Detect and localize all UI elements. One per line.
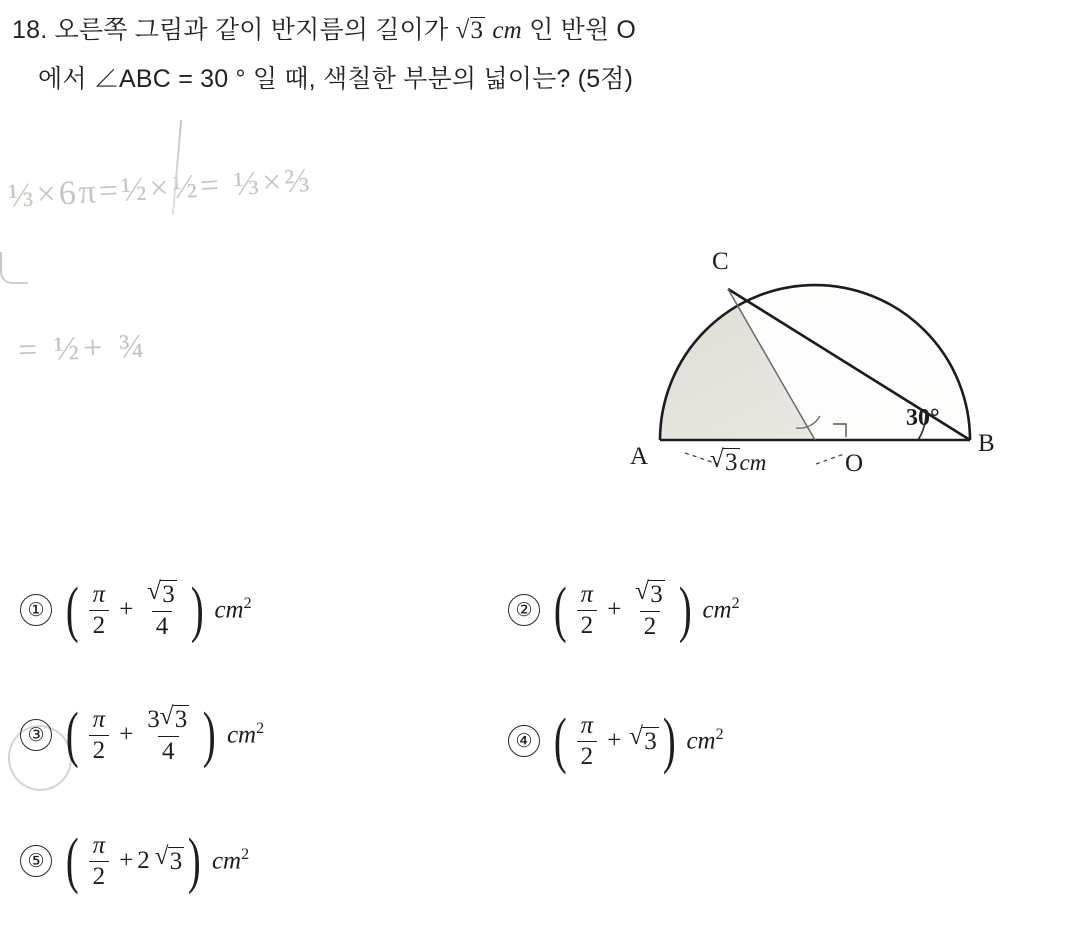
unit-exponent: 2 — [731, 595, 740, 613]
fraction-numerator: π — [580, 581, 594, 609]
radical-sign-icon: √ — [455, 17, 470, 44]
radicand-value: 3 — [169, 848, 183, 876]
choice-2-number: ② — [508, 594, 540, 626]
fraction-denominator: 4 — [152, 611, 173, 641]
radical-sign-icon: √ — [710, 446, 724, 473]
fraction-pi-over-2 — [577, 581, 598, 639]
sqrt-three-inline — [456, 6, 486, 55]
figure-radius-sqrt — [710, 448, 740, 478]
unit-exponent: 2 — [241, 846, 250, 864]
unit-exponent: 2 — [243, 595, 252, 613]
operator-plus: + — [119, 721, 134, 749]
leader-dash-o — [816, 454, 844, 464]
sqrt-term — [155, 845, 185, 877]
choice-2-expression — [571, 580, 675, 640]
fraction-denominator: 2 — [577, 610, 598, 640]
paren-close: ) — [662, 706, 676, 775]
choice-3-expression — [83, 705, 200, 765]
choice-option-3[interactable] — [20, 700, 265, 769]
choice-1-number: ① — [20, 594, 52, 626]
unit-cm-inline: cm — [492, 17, 522, 44]
unit-text: cm — [214, 596, 244, 624]
sqrt-term — [160, 705, 190, 735]
sqrt-term — [147, 580, 177, 610]
unit-text: cm — [226, 721, 257, 749]
fraction-denominator: 2 — [89, 861, 110, 891]
fraction-denominator: 4 — [158, 736, 179, 766]
unit-exponent: 2 — [256, 720, 265, 738]
fraction-numerator — [143, 580, 181, 611]
unit-text: cm — [702, 596, 732, 624]
choice-5-unit — [212, 846, 249, 875]
radicand-value: 3 — [644, 728, 657, 756]
semicircle-diagram-svg — [600, 248, 1020, 503]
fraction-numerator: π — [580, 712, 594, 739]
handwritten-work-line-2: = ½+ ¾ — [17, 327, 149, 370]
fraction-pi-over-2 — [577, 712, 598, 770]
handwritten-stroke-mark — [172, 120, 182, 215]
question-line-1-text-b: 인 반원 O — [529, 16, 637, 44]
paren-close: ) — [190, 575, 204, 644]
fraction-numerator — [143, 705, 193, 736]
choice-option-5[interactable] — [20, 826, 250, 895]
choice-3-number: ③ — [20, 719, 52, 751]
fraction-sqrt3-over-4 — [143, 580, 181, 640]
fraction-numerator: π — [92, 706, 106, 734]
handwritten-work-line-1: ⅓×6π=½×½= ⅓×⅔ — [7, 162, 314, 215]
sqrt-term — [629, 725, 659, 757]
paren-close: ) — [203, 700, 217, 769]
fraction-numerator: π — [92, 581, 106, 609]
fraction-numerator: π — [92, 832, 106, 859]
figure-angle-label: 30° — [906, 405, 940, 431]
paren-close: ) — [678, 575, 692, 644]
paren-open: ( — [553, 706, 567, 775]
paren-open: ( — [553, 575, 567, 644]
paren-open: ( — [65, 826, 79, 895]
choice-3-unit — [227, 720, 264, 749]
choice-4-expression — [571, 712, 659, 770]
coefficient: 3 — [147, 706, 160, 733]
sqrt-term — [635, 580, 665, 610]
choice-4-unit — [686, 726, 723, 755]
fraction-pi-over-2 — [89, 706, 110, 764]
fraction-denominator: 2 — [640, 611, 661, 641]
operator-plus: + — [119, 847, 134, 874]
unit-text: cm — [211, 847, 242, 875]
choice-option-1[interactable] — [20, 575, 252, 644]
geometry-figure — [600, 248, 1020, 503]
choice-4-number: ④ — [508, 725, 540, 757]
question-line-1-text-a: 오른쪽 그림과 같이 반지름의 길이가 — [54, 16, 449, 44]
radical-sign-icon: √ — [159, 703, 174, 730]
operator-plus: + — [607, 727, 622, 754]
paren-close: ) — [188, 826, 202, 895]
operator-plus: + — [119, 596, 134, 624]
fraction-denominator: 2 — [89, 610, 110, 640]
figure-radius-radicand: 3 — [725, 449, 738, 476]
question-line-1 — [12, 6, 1067, 55]
figure-label-o: O — [845, 450, 864, 477]
fraction-pi-over-2 — [89, 832, 110, 890]
choice-1-expression — [83, 580, 187, 640]
radicand-value: 3 — [174, 706, 188, 733]
question-line-2: 에서 ∠ABC = 30 ° 일 때, 색칠한 부분의 넓이는? (5점) — [38, 65, 634, 93]
fraction-denominator: 2 — [89, 735, 110, 765]
choice-option-2[interactable] — [508, 575, 740, 644]
question-number: 18. — [12, 16, 48, 44]
radicand-value: 3 — [650, 581, 663, 608]
radicand-value: 3 — [162, 581, 175, 608]
choice-5-number: ⑤ — [20, 845, 52, 877]
fraction-pi-over-2 — [89, 581, 110, 639]
radical-sign-icon: √ — [154, 843, 169, 871]
figure-label-b: B — [978, 430, 995, 457]
fraction-sqrt3-over-2 — [631, 580, 669, 640]
choice-5-expression — [83, 832, 185, 890]
radical-sign-icon: √ — [629, 723, 644, 751]
handwritten-corner-mark — [0, 252, 28, 284]
figure-label-c: C — [712, 248, 729, 275]
fraction-3sqrt3-over-4 — [143, 705, 193, 765]
figure-label-a: A — [630, 443, 649, 470]
coefficient: 2 — [137, 847, 150, 874]
radicand-value: 3 — [470, 17, 484, 44]
question-text-block — [12, 6, 1067, 104]
choice-option-4[interactable] — [508, 706, 724, 775]
unit-text: cm — [686, 727, 716, 755]
fraction-numerator — [631, 580, 669, 611]
radical-sign-icon: √ — [147, 578, 162, 605]
choice-1-unit — [214, 595, 251, 624]
figure-radius-label — [710, 448, 766, 478]
radical-sign-icon: √ — [635, 578, 650, 605]
figure-radius-unit: cm — [739, 450, 767, 475]
operator-plus: + — [607, 596, 622, 624]
fraction-denominator: 2 — [577, 741, 598, 771]
paren-open: ( — [65, 575, 79, 644]
choice-2-unit — [702, 595, 739, 624]
paren-open: ( — [65, 700, 79, 769]
unit-exponent: 2 — [715, 726, 724, 744]
